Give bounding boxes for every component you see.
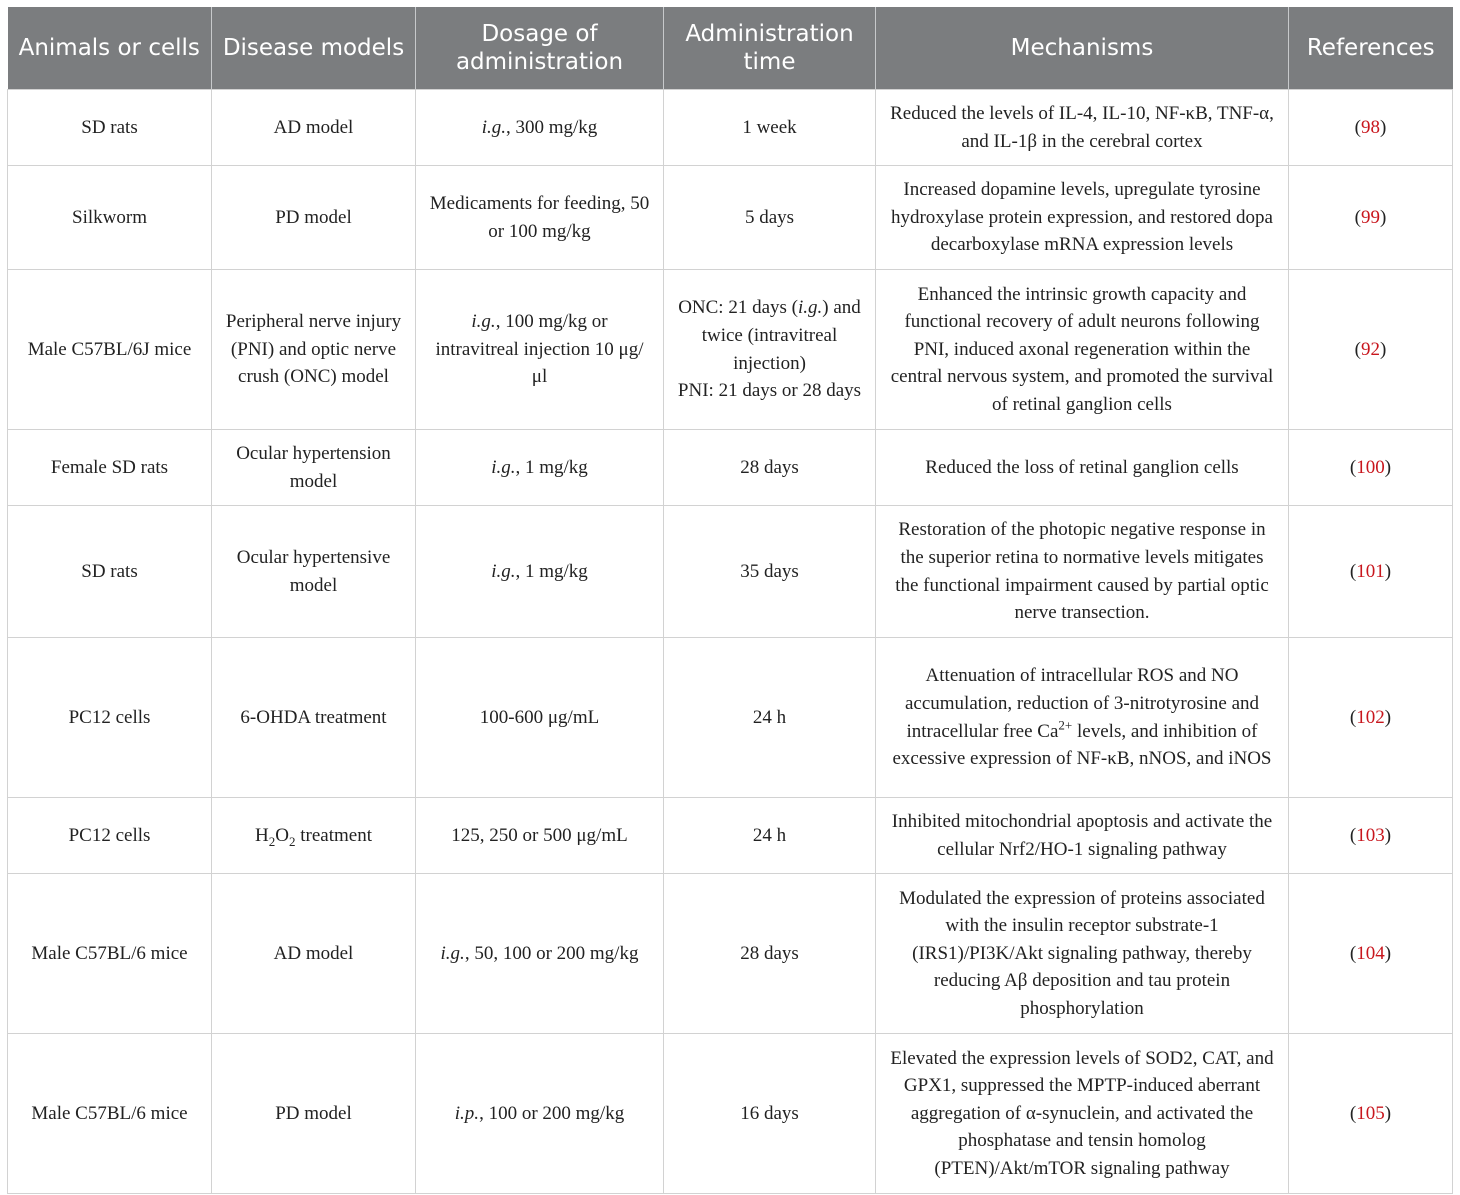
cell-mechanism: Increased dopamine levels, upregulate tyrosine hydroxylase protein expression, and restored dopa decarboxylase mRNA expression levels xyxy=(876,166,1289,270)
reference-link[interactable]: 104 xyxy=(1356,942,1385,964)
cell-dosage xyxy=(416,874,664,1034)
cell-dosage: 125, 250 or 500 μg/mL xyxy=(416,798,664,874)
cell-model: AD model xyxy=(212,874,416,1034)
cell-mechanism xyxy=(876,638,1289,798)
dosage-route: i.g. xyxy=(491,560,516,582)
dosage-amount: , 100 mg/kg or intravitreal injection 10 μg/μl xyxy=(435,311,644,388)
paren-close: ) xyxy=(1384,456,1392,478)
cell-reference xyxy=(1289,1034,1453,1194)
paren-open: ( xyxy=(1354,116,1361,138)
paren-open: ( xyxy=(1354,338,1361,360)
paren-open: ( xyxy=(1349,1102,1357,1124)
cell-time: 28 days xyxy=(664,874,876,1034)
cell-model: AD model xyxy=(212,90,416,166)
header-dosage: Dosage of administration xyxy=(416,7,664,90)
cell-mechanism: Modulated the expression of proteins associated with the insulin receptor substrate-1 (IRS1)/PI3K/Akt signaling pathway, thereby reducing Aβ deposition and tau protein phosphorylation xyxy=(876,874,1289,1034)
table-row xyxy=(8,166,1453,270)
table-row xyxy=(8,270,1453,430)
cell-time: 1 week xyxy=(664,90,876,166)
cell-dosage xyxy=(416,270,664,430)
cell-mechanism: Reduced the levels of IL-4, IL-10, NF-κB, TNF-α, and IL-1β in the cerebral cortex xyxy=(876,90,1289,166)
paren-close: ) xyxy=(1380,206,1387,228)
cell-dosage xyxy=(416,90,664,166)
dosage-amount: , 100 or 200 mg/kg xyxy=(479,1102,625,1124)
cell-animal: Female SD rats xyxy=(8,430,212,506)
cell-time: 16 days xyxy=(664,1034,876,1194)
reference-link[interactable]: 101 xyxy=(1356,560,1385,582)
cell-dosage: Medicaments for feeding, 50 or 100 mg/kg xyxy=(416,166,664,270)
cell-model: 6-OHDA treatment xyxy=(212,638,416,798)
header-references: References xyxy=(1289,7,1453,90)
superscript: 2+ xyxy=(1058,717,1073,733)
reference-link[interactable]: 102 xyxy=(1356,706,1385,728)
cell-mechanism: Reduced the loss of retinal ganglion cells xyxy=(876,430,1289,506)
mechanism-part: Attenuation of intracellular ROS and NO accumulation, reduction of 3-nitrotyrosine and intracellular free Ca xyxy=(904,665,1260,742)
cell-time: 28 days xyxy=(664,430,876,506)
data-table xyxy=(7,7,1453,1194)
dosage-route: i.g. xyxy=(471,311,496,333)
table-row xyxy=(8,430,1453,506)
header-disease-models: Disease models xyxy=(212,7,416,90)
cell-reference xyxy=(1289,166,1453,270)
reference-link[interactable]: 92 xyxy=(1361,338,1380,360)
cell-model xyxy=(212,798,416,874)
table-row xyxy=(8,798,1453,874)
dosage-route: i.g. xyxy=(440,942,465,964)
dosage-route: i.p. xyxy=(454,1102,480,1124)
cell-mechanism: Elevated the expression levels of SOD2, CAT, and GPX1, suppressed the MPTP-induced aberrant aggregation of α-synuclein, and activated the phosphatase and tensin homolog (PTEN)/Akt/mTOR signaling pathway xyxy=(876,1034,1289,1194)
dosage-amount: , 1 mg/kg xyxy=(515,456,588,478)
dosage-route: i.g. xyxy=(491,456,516,478)
header-mechanisms: Mechanisms xyxy=(876,7,1289,90)
reference-link[interactable]: 98 xyxy=(1361,116,1380,138)
paren-open: ( xyxy=(1349,706,1357,728)
cell-animal: Male C57BL/6 mice xyxy=(8,874,212,1034)
cell-dosage: 100-600 μg/mL xyxy=(416,638,664,798)
header-administration-time: Administration time xyxy=(664,7,876,90)
cell-model: Ocular hypertension model xyxy=(212,430,416,506)
cell-animal: Male C57BL/6 mice xyxy=(8,1034,212,1194)
dosage-route: i.g. xyxy=(481,116,506,138)
header-row xyxy=(8,7,1453,90)
table-row xyxy=(8,874,1453,1034)
time-part: ) and twice (intravitreal injection) xyxy=(701,297,861,374)
paren-open: ( xyxy=(1349,824,1357,846)
cell-animal: SD rats xyxy=(8,90,212,166)
reference-link[interactable]: 99 xyxy=(1361,206,1380,228)
time-part: PNI: 21 days or 28 days xyxy=(677,380,862,402)
cell-model: PD model xyxy=(212,166,416,270)
cell-reference xyxy=(1289,430,1453,506)
paren-close: ) xyxy=(1384,824,1392,846)
header-animals: Animals or cells xyxy=(8,7,212,90)
model-part: H xyxy=(255,824,269,846)
cell-time: 35 days xyxy=(664,506,876,638)
cell-model: PD model xyxy=(212,1034,416,1194)
cell-reference xyxy=(1289,798,1453,874)
cell-animal: Male C57BL/6J mice xyxy=(8,270,212,430)
paren-close: ) xyxy=(1380,116,1387,138)
time-part: ONC: 21 days ( xyxy=(678,297,798,319)
cell-model: Peripheral nerve injury (PNI) and optic nerve crush (ONC) model xyxy=(212,270,416,430)
dosage-amount: , 300 mg/kg xyxy=(505,116,598,138)
reference-link[interactable]: 103 xyxy=(1356,824,1385,846)
subscript: 2 xyxy=(288,833,296,849)
model-part: treatment xyxy=(295,824,372,846)
paren-open: ( xyxy=(1349,560,1357,582)
model-part: O xyxy=(275,824,289,846)
cell-reference xyxy=(1289,874,1453,1034)
cell-animal: PC12 cells xyxy=(8,798,212,874)
paren-close: ) xyxy=(1384,1102,1392,1124)
dosage-amount: , 1 mg/kg xyxy=(515,560,588,582)
cell-time xyxy=(664,270,876,430)
cell-reference xyxy=(1289,90,1453,166)
table-row xyxy=(8,90,1453,166)
paren-close: ) xyxy=(1384,560,1392,582)
cell-mechanism: Inhibited mitochondrial apoptosis and activate the cellular Nrf2/HO-1 signaling pathway xyxy=(876,798,1289,874)
cell-animal: Silkworm xyxy=(8,166,212,270)
cell-reference xyxy=(1289,506,1453,638)
table-row xyxy=(8,1034,1453,1194)
dosage-amount: , 50, 100 or 200 mg/kg xyxy=(464,942,639,964)
cell-reference xyxy=(1289,270,1453,430)
cell-animal: SD rats xyxy=(8,506,212,638)
paren-close: ) xyxy=(1384,706,1392,728)
paren-open: ( xyxy=(1354,206,1361,228)
cell-time: 24 h xyxy=(664,798,876,874)
cell-time: 24 h xyxy=(664,638,876,798)
cell-dosage xyxy=(416,1034,664,1194)
cell-dosage xyxy=(416,506,664,638)
cell-dosage xyxy=(416,430,664,506)
reference-link[interactable]: 105 xyxy=(1356,1102,1385,1124)
paren-open: ( xyxy=(1349,942,1357,964)
cell-animal: PC12 cells xyxy=(8,638,212,798)
paren-open: ( xyxy=(1349,456,1357,478)
table-row xyxy=(8,506,1453,638)
paren-close: ) xyxy=(1384,942,1392,964)
time-route: i.g. xyxy=(798,297,823,319)
table-row xyxy=(8,638,1453,798)
cell-model: Ocular hypertensive model xyxy=(212,506,416,638)
subscript: 2 xyxy=(268,833,276,849)
cell-mechanism: Restoration of the photopic negative response in the superior retina to normative levels mitigates the functional impairment caused by partial optic nerve transection. xyxy=(876,506,1289,638)
cell-mechanism: Enhanced the intrinsic growth capacity and functional recovery of adult neurons following PNI, induced axonal regeneration within the central nervous system, and promoted the survival of retinal ganglion cells xyxy=(876,270,1289,430)
reference-link[interactable]: 100 xyxy=(1356,456,1385,478)
mechanism-part: levels, and inhibition of excessive expression of NF-κB, nNOS, and iNOS xyxy=(892,720,1272,770)
cell-time: 5 days xyxy=(664,166,876,270)
cell-reference xyxy=(1289,638,1453,798)
paren-close: ) xyxy=(1380,338,1387,360)
